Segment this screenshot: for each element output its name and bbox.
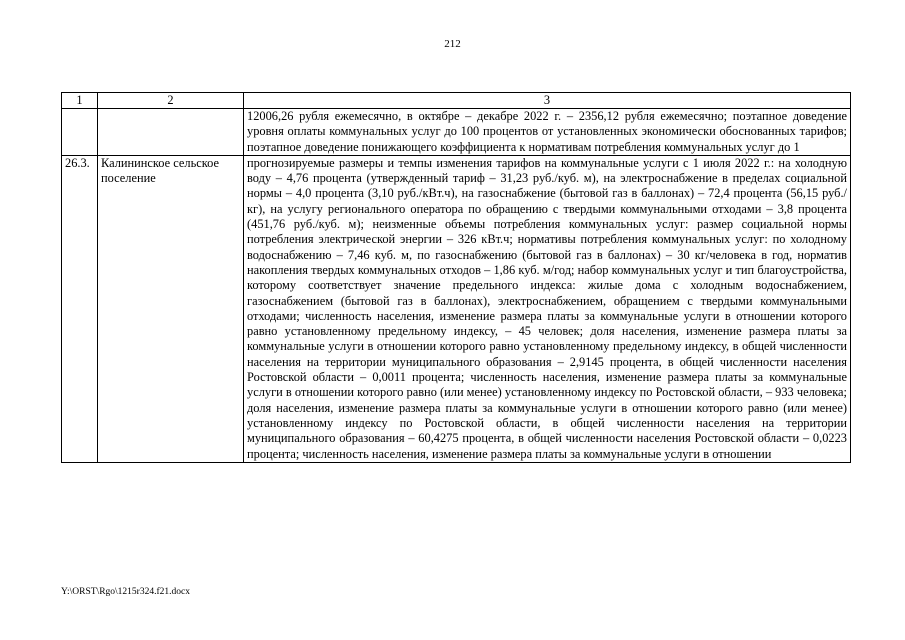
row-number-cell <box>62 109 98 156</box>
table-row <box>62 155 851 462</box>
table-row <box>62 109 851 156</box>
municipality-cell: Калининское сельское поселение <box>98 155 244 462</box>
page-number: 212 <box>444 38 461 50</box>
tariff-table <box>61 92 851 463</box>
municipality-cell <box>98 109 244 156</box>
description-cell: прогнозируемые размеры и темпы изменения тарифов на коммунальные услуги с 1 июля 2022 г.: на холодную воду – 4,76 процента (утвержденный тариф – 31,23 руб./куб. м), на электроснабжение в пределах социальной нормы – 4,0 процента (3,10 руб./кВт.ч), на газоснабжение (бытовой газ в баллонах) – 72,4 процента (56,15 руб./кг), на услугу регионального оператора по обращению с твердыми коммунальными отходами – 3,8 процента (451,76 руб./куб. м); неизменные объемы потребления коммунальных услуг: размер социальной нормы потребления электрической энергии – 326 кВт.ч; нормативы потребления коммунальных услуг: по холодному водоснабжению – 7,46 куб. м, по газоснабжению (бытовой газ в баллонах) – 30 кг/человека в год, норматив накопления твердых коммунальных отходов – 1,86 куб. м/год; набор коммунальных услуг и тип благоустройства, которому соответствует значение предельного индекса: жилые дома с холодным водоснабжением, газоснабжением (бытовой газ в баллонах), электроснабжением, обращением с твердыми коммунальными отходами; численность населения, изменение размера платы за коммунальные услуги в отношении которого равно установленному предельному индексу, – 45 человек; доля населения, изменение размера платы за коммунальные услуги в отношении которого равно установленному предельному индексу, в общей численности населения на территории муниципального образования – 2,9145 процента, в общей численности населения Ростовской области – 0,0011 процента; численность населения, изменение размера платы за коммунальные услуги в отношении которого равно (или менее) установленному индексу по Ростовской области, – 933 человека; доля населения, изменение размера платы за коммунальные услуги в отношении которого равно (или менее) установленному индексу по Ростовской области, в общей численности населения на территории муниципального образования – 60,4275 процента, в общей численности населения Ростовской области – 0,0223 процента; численность населения, изменение размера платы за коммунальные услуги в отношении <box>244 155 851 462</box>
header-cell-3: 3 <box>244 93 851 109</box>
row-number-cell: 26.3. <box>62 155 98 462</box>
header-cell-2: 2 <box>98 93 244 109</box>
table-header-row <box>62 93 851 109</box>
header-cell-1: 1 <box>62 93 98 109</box>
document-file-path: Y:\ORST\Rgo\1215r324.f21.docx <box>61 587 190 597</box>
description-cell: 12006,26 рубля ежемесячно, в октябре – декабре 2022 г. – 2356,12 рубля ежемесячно; поэтапное доведение уровня оплаты коммунальных услуг до 100 процентов от установленных экономически обоснованных тарифов; поэтапное доведение понижающего коэффициента к нормативам потребления коммунальных услуг до 1 <box>244 109 851 156</box>
